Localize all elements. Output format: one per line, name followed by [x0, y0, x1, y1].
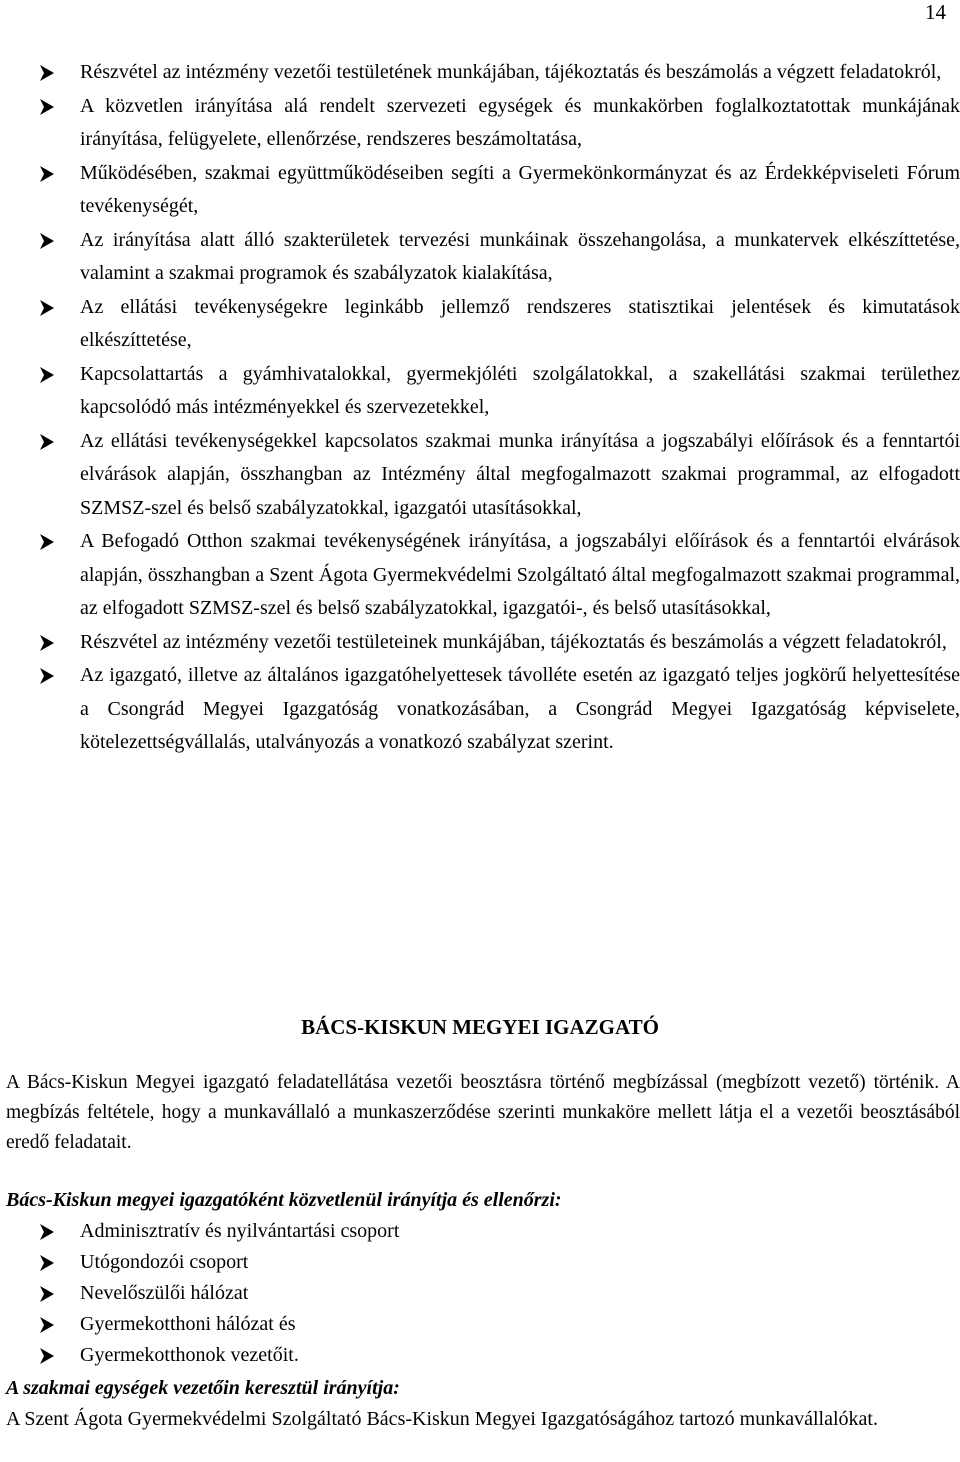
list-item-text: Részvétel az intézmény vezetői testületének munkájában, tájékoztatás és beszámolás a végzett feladatokról, — [80, 61, 942, 83]
list-item-text: Az ellátási tevékenységekre leginkább jellemző rendszeres statisztikai jelentések és kimutatások elkészíttetése, — [80, 295, 960, 351]
list-item — [0, 1278, 960, 1309]
list-item — [0, 291, 960, 358]
arrowhead-bullet-icon — [38, 232, 56, 250]
subheading-direct-control: Bács-Kiskun megyei igazgatóként közvetlenül irányítja és ellenőrzi: — [6, 1189, 562, 1211]
list-item — [0, 1309, 960, 1340]
list-item-text: Az ellátási tevékenységekkel kapcsolatos szakmai munka irányítása a jogszabályi előírások és a fenntartói elvárások alapján, összhangban az Intézmény által megfogalmazott szakmai programmal, az elfogadott SZMSZ-szel és belső szabályzatokkal, igazgatói utasításokkal, — [80, 429, 960, 519]
direct-control-list — [0, 1216, 960, 1371]
list-item-text: A közvetlen irányítása alá rendelt szervezeti egységek és munkakörben foglalkoztatottak munkájának irányítása, felügyelete, ellenőrzése, rendszeres beszámoltatása, — [80, 94, 960, 150]
section-heading: BÁCS-KISKUN MEGYEI IGAZGATÓ — [301, 1015, 659, 1039]
arrowhead-bullet-icon — [38, 433, 56, 451]
list-item — [0, 1247, 960, 1278]
list-item — [0, 56, 960, 90]
list-item-text: Kapcsolattartás a gyámhivatalokkal, gyermekjóléti szolgálatokkal, a szakellátási szakmai területhez kapcsolódó más intézményekkel és szervezetekkel, — [80, 362, 960, 418]
final-paragraph: A Szent Ágota Gyermekvédelmi Szolgáltató Bács-Kiskun Megyei Igazgatóságához tartozó munkavállalókat. — [6, 1408, 878, 1430]
list-item-text: Nevelőszülői hálózat — [80, 1282, 249, 1304]
list-item-text: Az irányítása alatt álló szakterületek tervezési munkáinak összehangolása, a munkatervek elkészíttetése, valamint a szakmai programok és szabályzatok kialakítása, — [80, 228, 960, 284]
arrowhead-bullet-icon — [38, 634, 56, 652]
arrowhead-bullet-icon — [38, 299, 56, 317]
arrowhead-bullet-icon — [38, 64, 56, 82]
list-item-text: Utógondozói csoport — [80, 1251, 249, 1273]
responsibility-list — [0, 56, 960, 760]
arrowhead-bullet-icon — [38, 1254, 56, 1272]
arrowhead-bullet-icon — [38, 1347, 56, 1365]
list-item-text: Részvétel az intézmény vezetői testületeinek munkájában, tájékoztatás és beszámolás a végzett feladatokról, — [80, 630, 947, 653]
section-paragraph: A Bács-Kiskun Megyei igazgató feladatellátása vezetői beosztásra történő megbízással (megbízott vezető) történik. A megbízás feltétele, hogy a munkavállaló a munkaszerződése szerinti munkaköre mellett látja el a vezetői beosztásából eredő feladatait. — [6, 1072, 960, 1153]
list-item — [0, 358, 960, 425]
list-item-text: Az igazgató, illetve az általános igazgatóhelyettesek távolléte esetén az igazgató teljes jogkörű helyettesítése a Csongrád Megyei Igazgatóság vonatkozásában, a Csongrád Megyei Igazgatóság képviselete, kötelezettségvállalás, utalványozás a vonatkozó szabályzat szerint. — [80, 664, 960, 753]
list-item — [0, 525, 960, 626]
subheading-indirect-control: A szakmai egységek vezetőin keresztül irányítja: — [6, 1377, 400, 1399]
arrowhead-bullet-icon — [38, 1316, 56, 1334]
list-item — [0, 224, 960, 291]
list-item-text: A Befogadó Otthon szakmai tevékenységének irányítása, a jogszabályi előírások és a fenntartói elvárások alapján, összhangban a Szent Ágota Gyermekvédelmi Szolgáltató által megfogalmazott szakmai programmal, az elfogadott SZMSZ-szel és belső szabályzatokkal, igazgatói-, és belső utasításokkal, — [80, 530, 960, 619]
arrowhead-bullet-icon — [38, 366, 56, 384]
arrowhead-bullet-icon — [38, 165, 56, 183]
list-item-text: Működésében, szakmai együttműködéseiben segíti a Gyermekönkormányzat és az Érdekképviseleti Fórum tevékenységét, — [80, 161, 960, 217]
list-item — [0, 1216, 960, 1247]
list-item-text: Gyermekotthoni hálózat és — [80, 1313, 296, 1335]
list-item-text: Gyermekotthonok vezetőit. — [80, 1344, 299, 1366]
arrowhead-bullet-icon — [38, 1285, 56, 1303]
list-item — [0, 659, 960, 760]
arrowhead-bullet-icon — [38, 533, 56, 551]
arrowhead-bullet-icon — [38, 1223, 56, 1241]
arrowhead-bullet-icon — [38, 667, 56, 685]
page-number: 14 — [925, 0, 946, 24]
arrowhead-bullet-icon — [38, 98, 56, 116]
list-item — [0, 90, 960, 157]
list-item — [0, 157, 960, 224]
list-item — [0, 1340, 960, 1371]
list-item-text: Adminisztratív és nyilvántartási csoport — [80, 1220, 400, 1242]
list-item — [0, 626, 960, 660]
list-item — [0, 425, 960, 526]
